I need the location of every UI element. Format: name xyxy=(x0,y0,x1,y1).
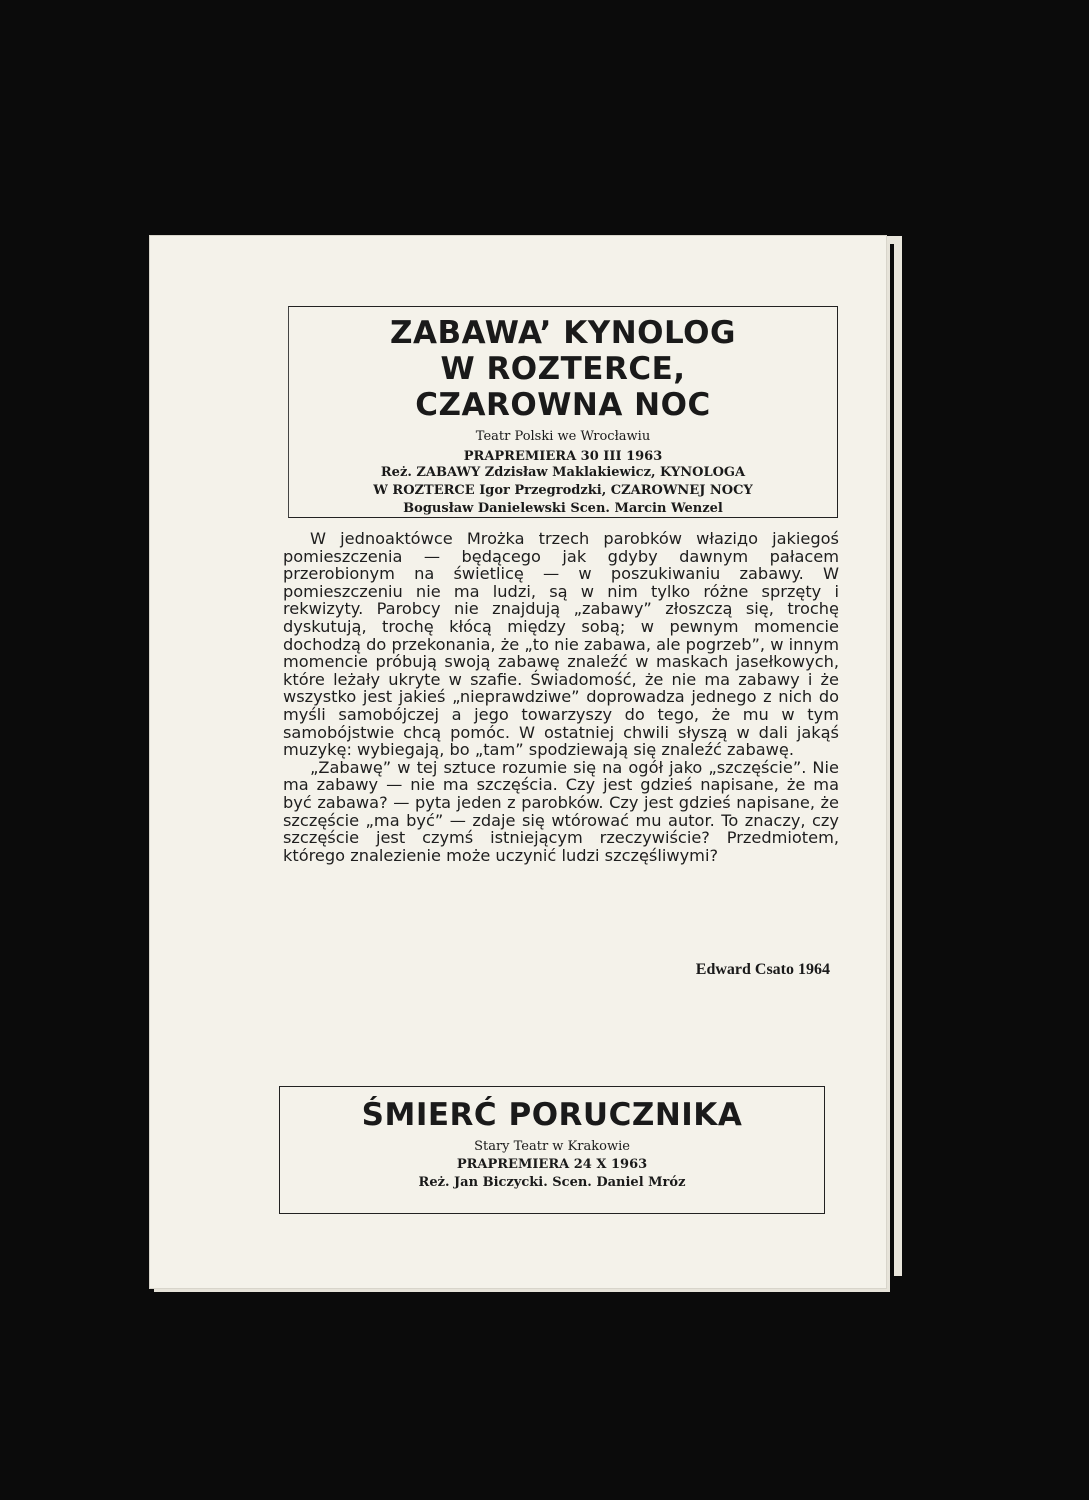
premiere-date: PRAPREMIERA 30 III 1963 xyxy=(463,449,663,464)
production-title xyxy=(289,315,837,423)
credits-line: W ROZTERCE Igor Przegrodzki, CZAROWNEJ NOCY xyxy=(373,483,753,498)
premiere-date: PRAPREMIERA 24 X 1963 xyxy=(456,1157,648,1172)
production-box-zabawa xyxy=(288,306,838,518)
article-paragraph: W jednoaktówce Mrożka trzech parobków właziдо jakiegoś pomieszczenia — będącego jak gdyby dawnym pałacem przerobionym na świetlicę — w poszukiwaniu zabawy. W pomieszczeniu nie ma ludzi, są w nim tylko różne sprzęty i rekwizyty. Parobcy nie znajdują „zabawy” złoszczą się, trochę dyskutują, trochę kłócą między sobą; w pewnym momencie dochodzą do przekonania, że „to nie zabawa, ale pogrzeb”, w innym momencie próbują swoją zabawę znaleźć w maskach jasełkowych, które leżały ukryte w szafie. Świadomość, że nie ma zabawy i że wszystko jest jakieś „nieprawdziwe” doprowadza jednego z nich do myśli samobójczej a jego towarzyszy do tego, że mu w tym samobójstwie chcą pomóc. W ostatniej chwili słyszą w dali jakąś muzykę: wybiegają, bo „tam” spodziewają się znaleźć zabawę. xyxy=(283,529,839,760)
title-line: W ROZTERCE, xyxy=(440,351,686,387)
title-line: ZABAWA’ KYNOLOG xyxy=(390,315,736,351)
production-box-smierc xyxy=(279,1086,825,1214)
article-text xyxy=(283,530,839,864)
title-line: ŚMIERĆ PORUCZNIKA xyxy=(361,1097,743,1133)
production-title xyxy=(280,1097,824,1133)
credits-line: Bogusław Danielewski Scen. Marcin Wenzel xyxy=(403,501,723,516)
title-line: CZAROWNA NOC xyxy=(415,387,711,423)
theatre-name: Stary Teatr w Krakowie xyxy=(474,1139,630,1154)
theatre-name: Teatr Polski we Wrocławiu xyxy=(475,429,651,444)
article-paragraph: „Zabawę” w tej sztuce rozumie się na ogół jako „szczęście”. Nie ma zabawy — nie ma szczęścia. Czy jest gdzieś napisane, że ma być zabawa? — pyta jeden z parobków. Czy jest gdzieś napisane, że szczęście „ma być” — zdaje się wtórować mu autor. To znaczy, czy szczęście jest czymś istniejącym rzeczywiście? Przedmiotem, którego znalezienie może uczynić ludzi szczęśliwymi? xyxy=(283,757,839,865)
credits-line: Reż. ZABAWY Zdzisław Maklakiewicz, KYNOLOGA xyxy=(380,465,746,480)
credits-line: Reż. Jan Biczycki. Scen. Daniel Mróz xyxy=(418,1175,686,1190)
article-signature: Edward Csato 1964 xyxy=(695,961,830,978)
